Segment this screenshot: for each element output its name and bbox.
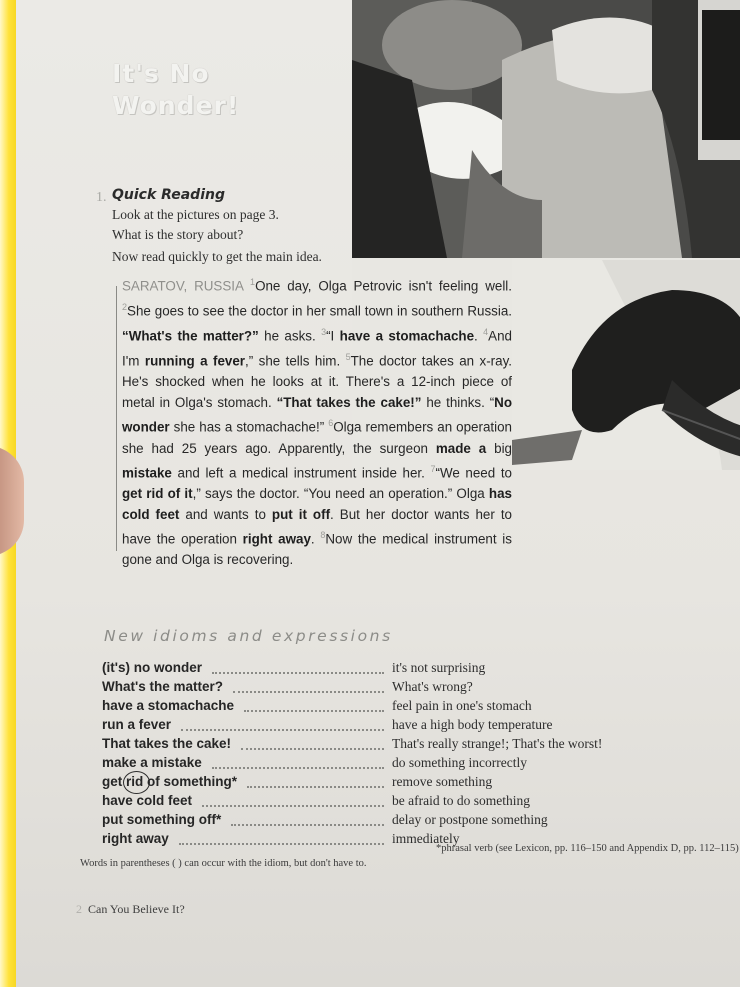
idiom-definition: immediately (392, 831, 460, 846)
sentence-number: 1 (250, 277, 256, 287)
idiom-row (102, 698, 732, 718)
pen-circle-annotation (123, 771, 150, 794)
idiom-row (102, 793, 732, 813)
sentence-number: 2 (122, 302, 128, 313)
story-sentence: Now the medical instrument is gone and Olga is recovering. (122, 531, 512, 568)
story-sentence: she has a stomachache!” (169, 419, 329, 435)
footnote-parentheses: Words in parentheses ( ) can occur with the idiom, but don't have to. (80, 858, 367, 869)
story-sentence: ,” she tells him. (245, 353, 346, 369)
story-sentence: “I (326, 328, 340, 344)
story-sentence: he thinks. “ (421, 394, 495, 410)
leader-dots (179, 843, 384, 845)
title-line-1: It's No (112, 59, 210, 88)
sentence-number: 8 (320, 530, 326, 541)
leader-dots (212, 672, 384, 674)
book-title: Can You Believe It? (88, 902, 185, 916)
idiom-row (102, 736, 732, 756)
title-line-2: Wonder! (112, 91, 240, 120)
story-sentence: . (474, 328, 484, 344)
idiom-highlight: running a fever (144, 353, 246, 369)
sentence-number: 3 (321, 327, 327, 338)
story-sentence: The doctor takes an x-ray. He's shocked when he looks at it. There's a 12-inch piece of metal in Olga's stomach. (122, 353, 513, 410)
idiom-row (102, 679, 732, 699)
idiom-highlight: right away (242, 531, 311, 547)
sentence-number: 5 (345, 352, 351, 363)
story-sentence: and wants to (179, 506, 272, 522)
idiom-term: right away (102, 831, 169, 846)
idioms-heading: New idioms and expressions (104, 627, 393, 645)
leader-dots (202, 805, 384, 807)
idiom-highlight: “That takes the cake!” (276, 394, 422, 410)
idiom-term: That takes the cake! (102, 736, 232, 751)
story-sentence: One day, Olga Petrovic isn't feeling well. (255, 278, 512, 294)
quick-reading-instruction: What is the story about? (112, 227, 244, 242)
gloved-hands-photo (512, 260, 740, 470)
idiom-row (102, 755, 732, 775)
section-number: 1. (96, 190, 107, 205)
leader-dots (244, 710, 384, 712)
idiom-term: have cold feet (102, 793, 193, 808)
footnote-phrasal-verb: *phrasal verb (see Lexicon, pp. 116–150 and Appendix D, pp. 112–115) (436, 843, 739, 854)
idiom-definition: it's not surprising (392, 660, 486, 675)
idiom-row (102, 717, 732, 737)
idiom-definition: have a high body temperature (392, 717, 553, 732)
page-number: 2 (76, 902, 82, 916)
story-margin-rule (116, 286, 117, 551)
idiom-definition: do something incorrectly (392, 755, 527, 770)
idiom-highlight: get rid of it (122, 486, 193, 502)
story-sentence: and left a medical instrument inside her. (171, 465, 431, 481)
story-sentence: he asks. (258, 328, 322, 344)
idiom-term: What's the matter? (102, 679, 223, 694)
idiom-definition: delay or postpone something (392, 812, 548, 827)
idiom-definition: What's wrong? (392, 679, 473, 694)
idiom-term: run a fever (102, 717, 172, 732)
idiom-term: have a stomachache (102, 698, 235, 713)
story-sentence: She goes to see the doctor in her small town in southern Russia. (127, 303, 512, 319)
sentence-number: 6 (328, 418, 334, 429)
leader-dots (231, 824, 384, 826)
idiom-row (102, 660, 732, 680)
leader-dots (247, 786, 384, 788)
quick-reading-instruction: Look at the pictures on page 3. (112, 207, 279, 222)
idiom-term: (it's) no wonder (102, 660, 202, 675)
story-text (122, 272, 512, 571)
quick-reading-heading: Quick Reading (112, 187, 225, 203)
leader-dots (181, 729, 384, 731)
story-sentence: “We need to (435, 465, 512, 481)
leader-dots (241, 748, 384, 750)
idiom-highlight: has cold feet (122, 486, 512, 522)
leader-dots (212, 767, 384, 769)
idiom-term: get rid of something* (102, 774, 237, 789)
story-sentence: . (310, 531, 321, 547)
idiom-definition: be afraid to do something (392, 793, 530, 808)
idiom-term: make a mistake (102, 755, 202, 770)
idiom-highlight: made a (435, 440, 487, 456)
idiom-term: put something off* (102, 812, 222, 827)
story-sentence: ,” says the doctor. “You need an operation.” Olga (192, 486, 489, 502)
idiom-row (102, 812, 732, 832)
sentence-number: 4 (483, 327, 489, 338)
page-footer (76, 902, 185, 917)
story-sentence: And I'm (122, 328, 512, 369)
idiom-highlight: “What's the matter?” (122, 328, 259, 344)
story-sentence: . But her doctor wants her to have the operation (122, 506, 512, 547)
story-sentence: big (486, 440, 513, 456)
dateline: SARATOV, RUSSIA (122, 278, 244, 294)
idiom-highlight: mistake (122, 465, 172, 481)
book-page (16, 0, 740, 987)
sentence-number: 7 (430, 464, 436, 475)
quick-reading-instruction: Now read quickly to get the main idea. (112, 249, 322, 264)
idiom-highlight: put it off (271, 506, 331, 522)
idiom-highlight: No wonder (122, 394, 513, 435)
idiom-definition: feel pain in one's stomach (392, 698, 532, 713)
story-sentence: Olga remembers an operation she had 25 years ago. Apparently, the surgeon (122, 419, 512, 456)
idiom-row (102, 774, 732, 794)
idiom-definition: That's really strange!; That's the worst! (392, 736, 603, 751)
idiom-definition: remove something (392, 774, 493, 789)
leader-dots (233, 691, 384, 693)
article-title (112, 58, 239, 122)
idiom-highlight: have a stomachache (339, 328, 475, 344)
